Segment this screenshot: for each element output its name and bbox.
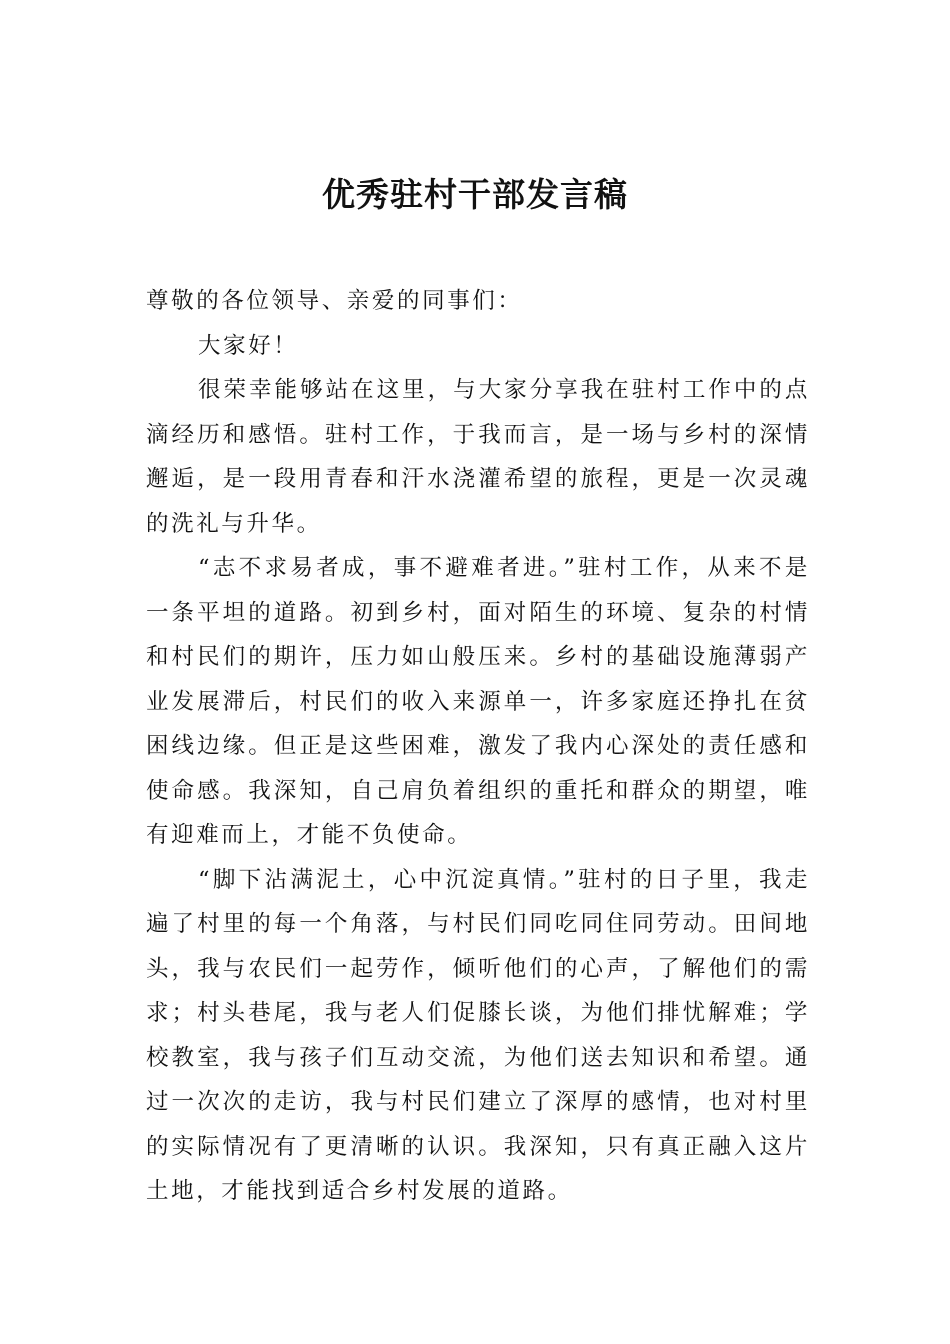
document-body: [146, 279, 810, 1214]
greeting: 大家好！: [198, 332, 299, 359]
salutation: 尊敬的各位领导、亲爱的同事们：: [146, 288, 523, 314]
paragraph: “志不求易者成，事不避难者进。”驻村工作，从来不是一条平坦的道路。初到乡村，面对陌生的环境、复杂的村情和村民们的期许，压力如山般压来。乡村的基础设施薄弱产业发展滞后，村民们的收入来源单一，许多家庭还挣扎在贫困线边缘。但正是这些困难，激发了我内心深处的责任感和使命感。我深知，自己肩负着组织的重托和群众的期望，唯有迎难而上，才能不负使命。: [146, 555, 810, 848]
paragraph: 很荣幸能够站在这里，与大家分享我在驻村工作中的点滴经历和感悟。驻村工作，于我而言，是一场与乡村的深情邂逅，是一段用青春和汗水浇灌希望的旅程，更是一次灵魂的洗礼与升华。: [146, 377, 810, 537]
paragraph: “脚下沾满泥土，心中沉淀真情。”驻村的日子里，我走遍了村里的每一个角落，与村民们同吃同住同劳动。田间地头，我与农民们一起劳作，倾听他们的心声，了解他们的需求；村头巷尾，我与老人们促膝长谈，为他们排忧解难；学校教室，我与孩子们互动交流，为他们送去知识和希望。通过一次次的走访，我与村民们建立了深厚的感情，也对村里的实际情况有了更清晰的认识。我深知，只有真正融入这片土地，才能找到适合乡村发展的道路。: [146, 866, 810, 1204]
document-title: 优秀驻村干部发言稿: [322, 175, 628, 214]
